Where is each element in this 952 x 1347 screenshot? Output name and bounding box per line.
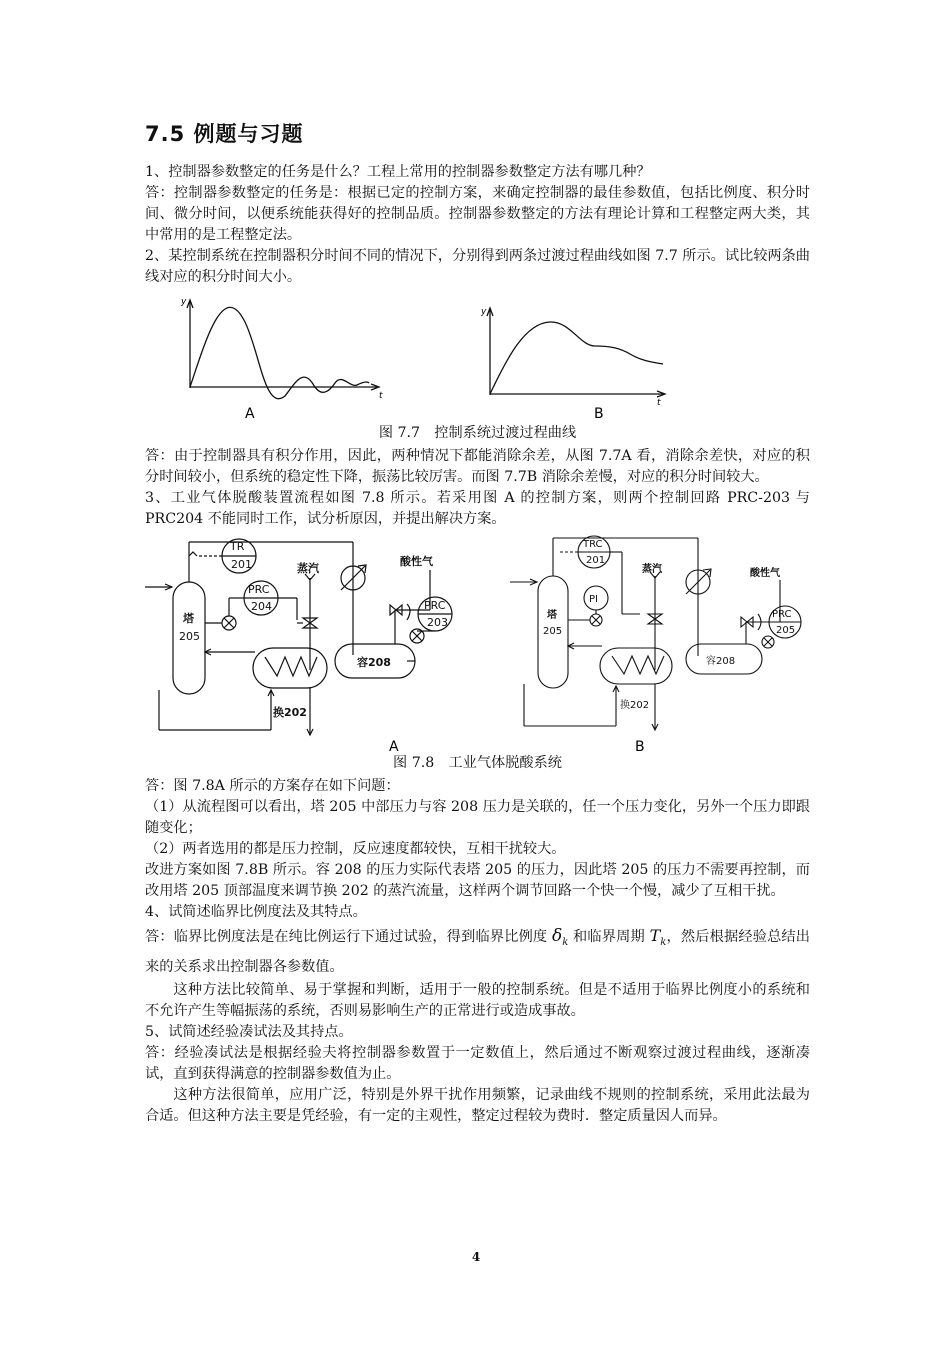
prc203-num: 203 (427, 616, 448, 629)
curve-chart-a (187, 300, 379, 399)
tr-label: TR (230, 540, 245, 553)
q4-answer-pre: 答：临界比例度法是在纯比例运行下通过试验，得到临界比例度 (145, 929, 548, 945)
fig77-label-a: A (245, 406, 255, 422)
curve-chart-b (487, 308, 665, 397)
prc204-num: 204 (251, 600, 272, 613)
q2-answer: 答：由于控制器具有积分作用，因此，两种情况下都能消除余差，从图 7.7A 看，消除余差快，对应的积分时间较小，但系统的稳定性下降，振荡比较厉害。而图 7.7B 消除余差慢，对应的积分时间较大。 (145, 448, 810, 485)
tower-b-num: 205 (543, 626, 563, 637)
prc205-label: PRC (772, 609, 792, 620)
t-k-symbol (649, 926, 667, 948)
t-subscript: k (660, 936, 667, 948)
fig78-label-b: B (635, 739, 645, 752)
q5-para2: 这种方法很简单，应用广泛，特别是外界干扰作用频繁，记录曲线不规则的控制系统，采用此法最为合适。但这种方法主要是凭经验，有一定的主观性，整定过程较为费时．整定质量因人而异。 (145, 1086, 810, 1124)
q4-answer-post: ，然后根据经验总结出来的关系求出控制器各参数值。 (145, 929, 810, 975)
trc-label: TRC (583, 539, 603, 550)
curve-a (190, 307, 369, 398)
t-symbol: T (649, 926, 661, 945)
q5-answer: 答：经验凑试法是根据经验夫将控制器参数置于一定数值上，然后通过不断观察过渡过程曲线，逐渐凑试，直到获得满意的控制器参数值为止。 (145, 1044, 810, 1082)
exchanger-b-label: 换202 (620, 700, 650, 711)
tr-num: 201 (231, 558, 252, 571)
delta-k-symbol (552, 926, 569, 948)
q3-answer-2: （2）两者选用的都是压力控制，反应速度都较快，互相干扰较大。 (145, 841, 566, 857)
delta-subscript: k (562, 936, 569, 948)
fig78-caption: 图 7.8 工业气体脱酸系统 (393, 755, 562, 771)
q3-answer-improve: 改进方案如图 7.8B 所示。容 208 的压力实际代表塔 205 的压力，因此塔 205 的压力不需要再控制，而改用塔 205 顶部温度来调节换 202 的蒸汽流量，这样两个调节回路一个快一个慢，减少了互相干扰。 (145, 862, 810, 899)
axis-t-a-label: t (379, 391, 383, 401)
prc204-label: PRC (248, 583, 270, 596)
q4-question: 4、试简述临界比例度法及其特点。 (145, 904, 367, 920)
q4-answer-mid: 和临界周期 (573, 929, 645, 945)
vessel-b-label: 容208 (706, 656, 736, 667)
deacidification-diagrams (145, 530, 810, 752)
acid-gas-a-label: 酸性气 (400, 555, 433, 568)
figure-7-8 (145, 530, 810, 752)
figure-7-7 (145, 288, 810, 422)
axis-t-b-label: t (657, 398, 661, 408)
fig78-label-a: A (389, 739, 399, 752)
q3-question: 3、工业气体脱酸装置流程如图 7.8 所示。若采用图 A 的控制方案，则两个控制回路 PRC-203 与 PRC204 不能同时工作，试分析原因，并提出解决方案。 (145, 490, 810, 527)
q3-answer-intro: 答：图 7.8A 所示的方案存在如下问题： (145, 778, 400, 794)
pi-label: PI (589, 594, 598, 605)
axis-y-b-label: y (481, 307, 487, 317)
tower-a-num: 205 (179, 630, 200, 643)
tower-b-label: 塔 (547, 610, 557, 621)
steam-a-label: 蒸汽 (297, 562, 319, 575)
section-title: 7.5 例题与习题 (145, 122, 304, 146)
q4-para2: 这种方法比较简单、易于掌握和判断，适用于一般的控制系统。但是不适用于临界比例度小的系统和不允许产生等幅振荡的系统，否则易影响生产的正常进行或造成事故。 (145, 981, 810, 1019)
fig77-caption: 图 7.7 控制系统过渡过程曲线 (378, 425, 577, 441)
q5-question: 5、试简述经验凑试法及其持点。 (145, 1023, 353, 1040)
vessel-a-label: 容208 (357, 656, 391, 669)
delta-symbol: δ (552, 926, 563, 946)
page-number: 4 (471, 1250, 481, 1264)
steam-b-label: 蒸汽 (642, 564, 662, 575)
tower-a-label: 塔 (183, 612, 194, 625)
q2-question: 2、某控制系统在控制器积分时间不同的情况下，分别得到两条过渡过程曲线如图 7.7 所示。试比较两条曲线对应的积分时间大小。 (145, 248, 810, 285)
transient-curves (145, 288, 810, 422)
q1-answer: 答：控制器参数整定的任务是：根据已定的控制方案，来确定控制器的最佳参数值，包括比例度、积分时间、微分时间，以便系统能获得好的控制品质。控制器参数整定的方法有理论计算和工程整定两大类，其中常用的是工程整定法。 (145, 185, 810, 243)
q4-answer (145, 923, 810, 980)
page-content (145, 118, 810, 1127)
acid-gas-b-label: 酸性气 (750, 568, 780, 579)
fig77-label-b: B (594, 406, 604, 422)
q1-question: 1、控制器参数整定的任务是什么？工程上常用的控制器参数整定方法有哪几种？ (145, 164, 651, 180)
curve-b (490, 322, 663, 394)
prc203-label: PRC (424, 599, 446, 612)
trc-num: 201 (586, 555, 606, 566)
q3-answer-1: （1）从流程图可以看出，塔 205 中部压力与容 208 压力是关联的，任一个压力变化，另外一个压力即跟随变化； (145, 799, 810, 836)
prc205-num: 205 (776, 625, 796, 636)
axis-y-a-label: y (181, 297, 187, 307)
exchanger-a-label: 换202 (273, 706, 307, 719)
